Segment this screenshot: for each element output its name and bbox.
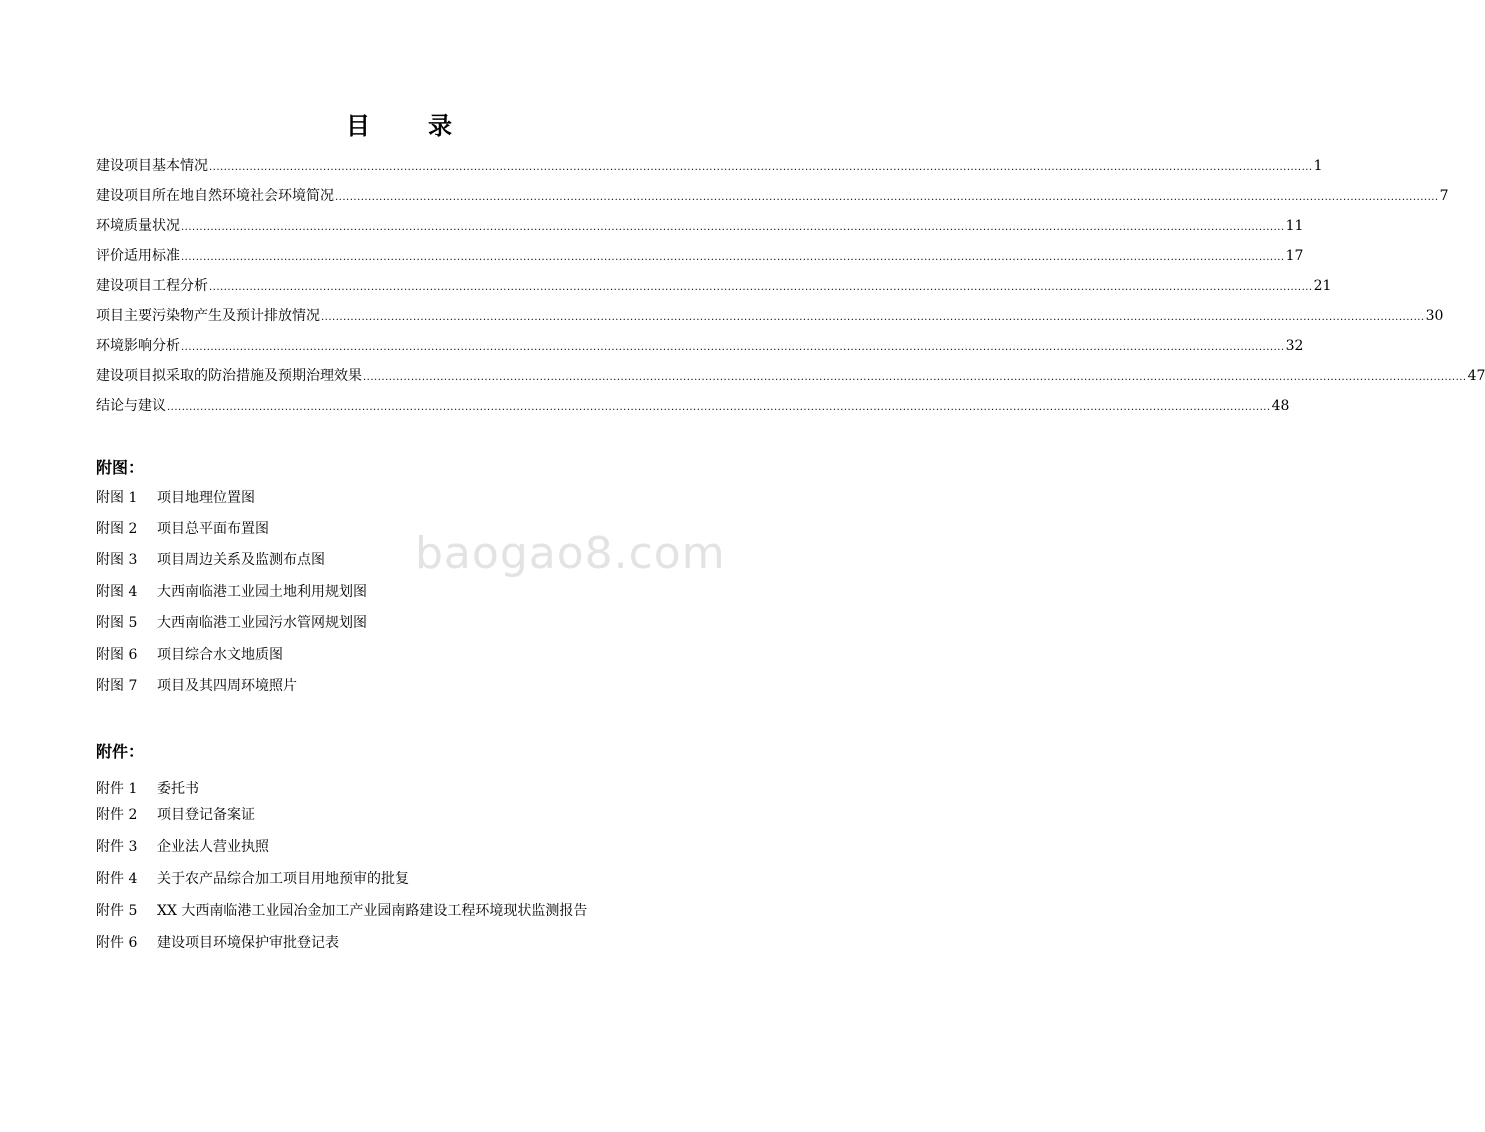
figure-text: 项目及其四周环境照片 — [157, 678, 297, 694]
figure-text: 项目总平面布置图 — [157, 521, 269, 537]
table-of-contents — [96, 151, 1485, 421]
toc-entry-page: 21 — [1313, 278, 1332, 294]
toc-entry[interactable] — [96, 241, 1304, 271]
figures-heading: 附图： — [96, 458, 145, 477]
toc-leader-dots: ............................................................................................................................................................................................................................................................................................................ — [321, 312, 1425, 323]
attachment-text: 企业法人营业执照 — [157, 839, 269, 855]
attachment-text: 建设项目环境保护审批登记表 — [157, 935, 339, 951]
attachment-text: 项目登记备案证 — [157, 807, 255, 823]
attachment-label: 附件 6 — [96, 935, 138, 951]
attachment-label: 附件 3 — [96, 839, 138, 855]
figure-label: 附图 7 — [96, 678, 138, 694]
figure-item — [96, 613, 367, 633]
figure-text: 项目周边关系及监测布点图 — [157, 552, 325, 568]
attachments-heading: 附件： — [96, 742, 145, 761]
toc-entry-page: 30 — [1425, 308, 1444, 324]
toc-entry-title: 环境质量状况 — [96, 218, 180, 234]
attachment-label: 附件 4 — [96, 871, 138, 887]
toc-entry-title: 建设项目基本情况 — [96, 158, 208, 174]
toc-entry-title: 环境影响分析 — [96, 338, 180, 354]
figure-label: 附图 5 — [96, 615, 138, 631]
attachment-label: 附件 5 — [96, 903, 138, 919]
toc-leader-dots: ............................................................................................................................................................................................................................................................................................................ — [167, 402, 1271, 413]
toc-entry-title: 建设项目工程分析 — [96, 278, 208, 294]
toc-entry-title: 建设项目拟采取的防治措施及预期治理效果 — [96, 368, 362, 384]
toc-entry[interactable] — [96, 301, 1444, 331]
figure-label: 附图 6 — [96, 647, 138, 663]
page-title — [0, 111, 800, 141]
figure-item — [96, 488, 255, 508]
attachment-item — [96, 901, 587, 921]
attachment-label: 附件 1 — [96, 781, 138, 797]
figure-text: 项目综合水文地质图 — [157, 647, 283, 663]
toc-entry-title: 项目主要污染物产生及预计排放情况 — [96, 308, 320, 324]
toc-entry-page: 1 — [1313, 158, 1323, 174]
toc-leader-dots: ............................................................................................................................................................................................................................................................................................................ — [209, 282, 1313, 293]
toc-entry-page: 11 — [1285, 218, 1304, 234]
attachment-label: 附件 2 — [96, 807, 138, 823]
toc-entry[interactable] — [96, 271, 1332, 301]
figure-item — [96, 550, 325, 570]
attachment-item — [96, 779, 199, 799]
figure-item — [96, 645, 283, 665]
toc-entry-page: 17 — [1285, 248, 1304, 264]
figure-item — [96, 519, 269, 539]
watermark: baogao8.com — [415, 528, 726, 579]
attachment-item — [96, 869, 409, 889]
figure-label: 附图 1 — [96, 490, 138, 506]
figure-item — [96, 676, 297, 696]
toc-entry-title: 建设项目所在地自然环境社会环境简况 — [96, 188, 334, 204]
toc-leader-dots: ............................................................................................................................................................................................................................................................................................................ — [209, 162, 1313, 173]
figure-label: 附图 3 — [96, 552, 138, 568]
page-title-char-2: 录 — [428, 111, 454, 140]
figure-text: 大西南临港工业园土地利用规划图 — [157, 584, 367, 600]
toc-leader-dots: ............................................................................................................................................................................................................................................................................................................ — [363, 372, 1467, 383]
figure-label: 附图 4 — [96, 584, 138, 600]
toc-entry-page: 48 — [1271, 398, 1290, 414]
toc-entry[interactable] — [96, 361, 1485, 391]
toc-entry[interactable] — [96, 151, 1323, 181]
figure-label: 附图 2 — [96, 521, 138, 537]
attachment-text: 委托书 — [157, 781, 199, 797]
toc-entry[interactable] — [96, 181, 1449, 211]
toc-entry[interactable] — [96, 391, 1290, 421]
attachment-item — [96, 805, 255, 825]
attachment-item — [96, 933, 339, 953]
figure-item — [96, 582, 367, 602]
toc-entry-title: 评价适用标准 — [96, 248, 180, 264]
attachment-item — [96, 837, 269, 857]
toc-leader-dots: ............................................................................................................................................................................................................................................................................................................ — [335, 192, 1439, 203]
toc-entry[interactable] — [96, 211, 1304, 241]
figure-text: 项目地理位置图 — [157, 490, 255, 506]
toc-leader-dots: ............................................................................................................................................................................................................................................................................................................ — [181, 222, 1285, 233]
toc-entry-title: 结论与建议 — [96, 398, 166, 414]
toc-entry-page: 47 — [1467, 368, 1485, 384]
toc-leader-dots: ............................................................................................................................................................................................................................................................................................................ — [181, 342, 1285, 353]
page-title-char-1: 目 — [346, 111, 372, 140]
figure-text: 大西南临港工业园污水管网规划图 — [157, 615, 367, 631]
attachment-text: XX 大西南临港工业园冶金加工产业园南路建设工程环境现状监测报告 — [157, 903, 588, 919]
toc-entry-page: 32 — [1285, 338, 1304, 354]
toc-entry[interactable] — [96, 331, 1304, 361]
toc-entry-page: 7 — [1439, 188, 1449, 204]
toc-leader-dots: ............................................................................................................................................................................................................................................................................................................ — [181, 252, 1285, 263]
attachment-text: 关于农产品综合加工项目用地预审的批复 — [157, 871, 409, 887]
